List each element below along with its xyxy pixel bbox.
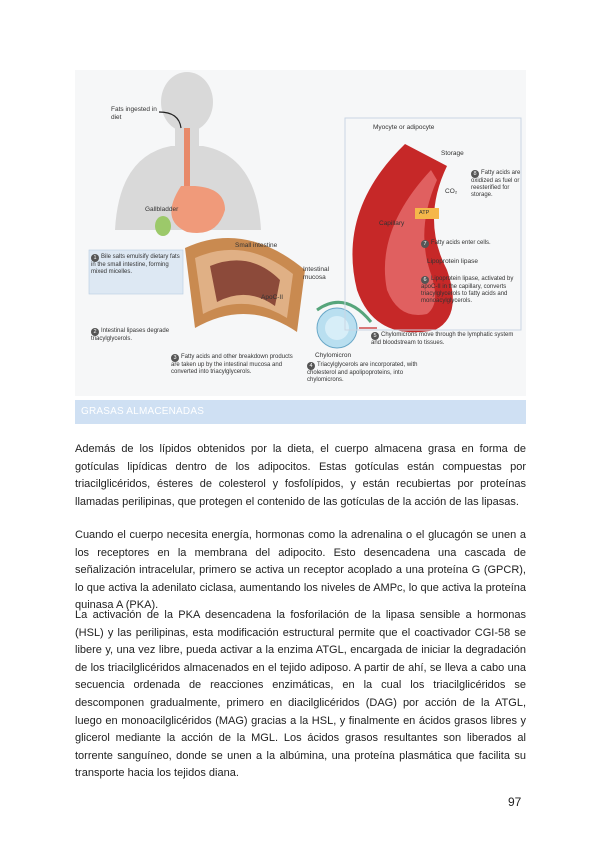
step-text: Bile salts emulsify dietary fats in the small intestine, forming mixed micelles. (91, 254, 180, 275)
step-text: Chylomicrons move through the lymphatic system and bloodstream to tissues. (371, 332, 514, 346)
step-number: 5 (371, 332, 379, 340)
label-myocyte: Myocyte or adipocyte (373, 124, 435, 131)
label-co2: CO₂ (445, 188, 458, 195)
figure-caption: GRASAS ALMACENADAS (81, 406, 205, 417)
step-text: Fatty acids are oxidized as fuel or reesterified for storage. (471, 170, 521, 198)
step-7 (421, 240, 521, 248)
label-gallbladder: Gallbladder (145, 206, 179, 213)
figure-caption-bar (75, 400, 526, 424)
step-2 (91, 328, 181, 343)
label-capillary: Capillary (379, 220, 405, 227)
gallbladder (155, 216, 171, 236)
label-small-intestine: Small intestine (235, 242, 278, 249)
step-text: Fatty acids and other breakdown products are taken up by the intestinal mucosa and converted into triacylglycerols. (171, 354, 293, 375)
step-8 (471, 170, 523, 199)
step-number: 8 (471, 170, 479, 178)
step-6 (421, 276, 521, 305)
step-number: 7 (421, 240, 429, 248)
step-text: Intestinal lipases degrade triacylglycerols. (91, 328, 170, 342)
label-storage: Storage (441, 150, 464, 157)
lipid-digestion-figure (75, 70, 526, 396)
label-intestinal-mucosa: Intestinal mucosa (303, 266, 330, 281)
step-5 (371, 332, 519, 347)
step-text: Fatty acids enter cells. (431, 240, 491, 246)
label-fats-ingested: Fats ingested in diet (111, 106, 157, 121)
step-3 (171, 354, 299, 376)
label-lipoprotein-lipase: Lipoprotein lipase (427, 258, 478, 265)
paragraph-1: Además de los lípidos obtenidos por la dieta, el cuerpo almacena grasa en forma de gotículas lipídicas dentro de los adipocitos. Estas gotículas están compuestas por triacilglicéridos, ésteres de colesterol y fosfolípidos, y están recubiertas por proteínas llamadas perilipinas, que protegen el contenido de las gotículas de la acción de las lipasas. (75, 443, 526, 508)
step-1 (91, 254, 181, 276)
step-number: 6 (421, 276, 429, 284)
page-number: 97 (508, 795, 522, 809)
step-number: 2 (91, 328, 99, 336)
label-atp: ATP (419, 210, 430, 216)
step-number: 3 (171, 354, 179, 362)
paragraph-2: Cuando el cuerpo necesita energía, hormonas como la adrenalina o el glucagón se unen a los receptores en la membrana del adipocito. Esto desencadena una cascada de señalización intracelular, primero se activa un receptor acoplado a una proteína G (GPCR), lo que activa la adenilato ciclasa, aumentando los niveles de AMPc, lo que activa la proteína quinasa A (PKA). (75, 529, 526, 612)
label-chylomicron: Chylomicron (315, 352, 352, 359)
step-4 (307, 362, 419, 384)
step-number: 4 (307, 362, 315, 370)
label-apoc2: ApoC-II (261, 294, 284, 301)
paragraph-3: La activación de la PKA desencadena la fosforilación de la lipasa sensible a hormonas (HSL) y las perilipinas, esta modificación estructural permite que el coactivador CGI-58 se libere y, una vez libre, pueda activar a la enzima ATGL, encargada de iniciar la degradación de los triacilglicéridos almacenados en el tejido adiposo. A partir de ahí, se lleva a cabo una secuencia ordenada de reacciones enzimáticas, en la cual los triacilglicéridos se descomponen gradualmente, primero en diacilglicéridos (DAG) por acción de la ATGL, luego en monoacilglicéridos (MAG) gracias a la HSL, y finalmente en ácidos grasos libres y glicerol mediante la acción de la MGL. Los ácidos grasos resultantes son liberados al torrente sanguíneo, donde se unen a la albúmina, una proteína plasmática que facilita su transporte hacia los tejidos diana. (75, 609, 526, 780)
step-text: Triacylglycerols are incorporated, with cholesterol and apolipoproteins, into chylomicrons. (307, 362, 418, 383)
step-text: Lipoprotein lipase, activated by apoC-II in the capillary, converts triacylglycerols to fatty acids and monoacylglycerols. (421, 276, 514, 304)
step-number: 1 (91, 254, 99, 262)
